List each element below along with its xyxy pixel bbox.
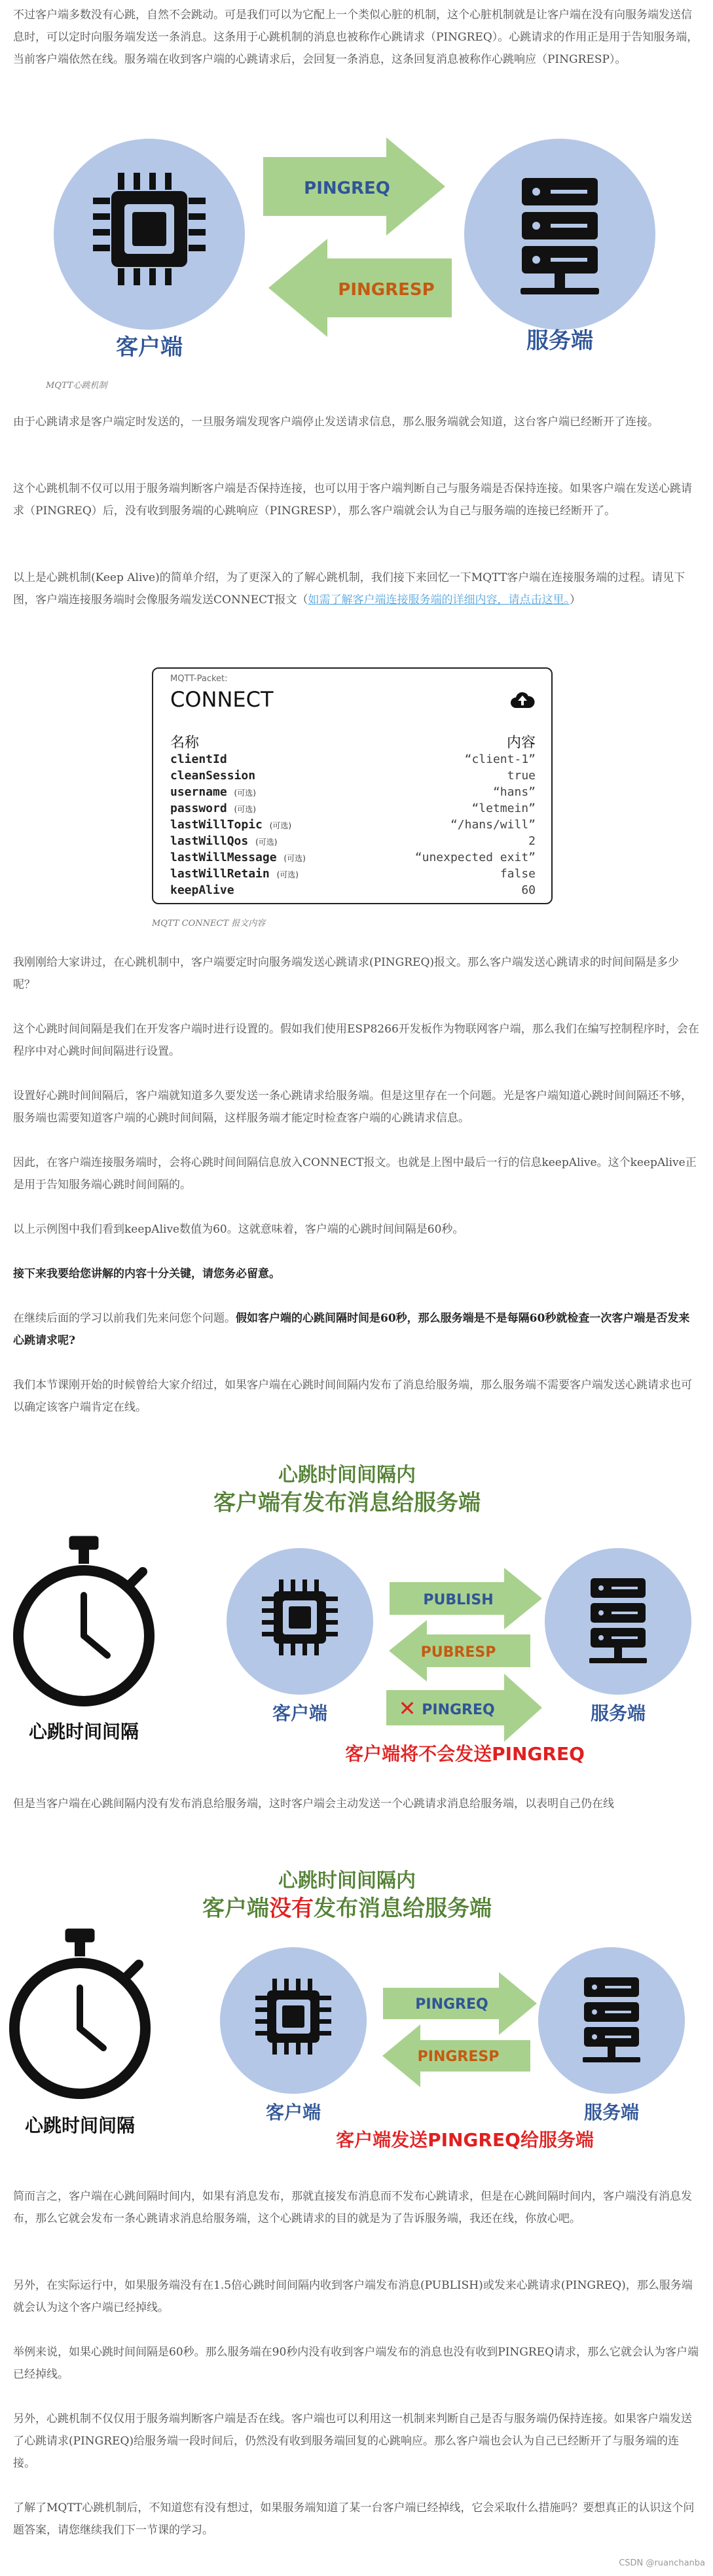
packet-field-name: lastWillQos	[170, 834, 249, 848]
stopwatch-icon	[14, 1929, 145, 2094]
cross-icon: ✕	[398, 1696, 416, 1721]
svg-text:PINGRESP: PINGRESP	[417, 2049, 500, 2065]
paragraph-2: 由于心跳请求是客户端定时发送的，一旦服务端发现客户端停止发送请求信息，那么服务端就会知道，这台客户端已经断开了连接。	[13, 415, 659, 429]
packet-field-name: lastWillTopic	[170, 818, 263, 832]
watermark: CSDN @ruanchanba	[619, 2558, 705, 2568]
packet-row	[170, 851, 536, 867]
paragraph-7: 设置好心跳时间间隔后，客户端就知道多久要发送一条心跳请求给服务端。但是这里存在一个问题。光是客户端知道心跳时间间隔还不够，服务端也需要知道客户端的心跳时间间隔，这样服务端才能定时检查客户端的心跳请求信息。	[13, 1089, 692, 1125]
paragraph-12: 我们本节课刚开始的时候曾给大家介绍过，如果客户端在心跳时间间隔内发布了消息给服务端，那么服务端不需要客户端发送心跳请求也可以确定该客户端肯定在线。	[13, 1379, 692, 1414]
packet-field-value: 2	[528, 834, 536, 848]
client-label: 客户端	[116, 334, 183, 361]
packet-row	[170, 883, 536, 900]
optional-tag: (可选)	[269, 821, 292, 830]
paragraph-6: 这个心跳时间间隔是我们在开发客户端时进行设置的。假如我们使用ESP8266开发板作为物联网客户端，那么我们在编写控制程序时，会在程序中对心跳时间间隔进行设置。	[13, 1023, 699, 1058]
packet-field-name: lastWillMessage	[170, 851, 277, 864]
packet-row	[170, 785, 536, 802]
server-label: 服务端	[526, 328, 593, 354]
svg-text:PINGREQ: PINGREQ	[415, 1996, 488, 2013]
packet-field-name: keepAlive	[170, 883, 234, 897]
paragraph-15: 另外，在实际运行中，如果服务端没有在1.5倍心跳时间间隔内收到客户端发布消息(PUBLISH)或发来心跳请求(PINGREQ)，那么服务端就会认为这个客户端已经掉线。	[13, 2279, 693, 2314]
packet-field-value: “letmein”	[471, 802, 536, 815]
packet-field-name: lastWillRetain	[170, 867, 270, 881]
packet-field-value: 60	[521, 883, 536, 897]
connect-caption: MQTT CONNECT 报文内容	[152, 919, 266, 928]
paragraph-8: 因此，在客户端连接服务端时，会将心跳时间间隔信息放入CONNECT报文。也就是上图中最后一行的信息keepAlive。这个keepAlive正是用于告知服务端心跳时间间隔的。	[13, 1156, 697, 1191]
connect-detail-link[interactable]: 如需了解客户端连接服务端的详细内容，请点击这里。	[308, 593, 570, 607]
paragraph-10: 接下来我要给您讲解的内容十分关键，请您务必留意。	[13, 1267, 280, 1280]
packet-row	[170, 867, 536, 883]
stopwatch-icon	[18, 1536, 149, 1701]
packet-field-value: “client-1”	[464, 752, 536, 766]
pingresp-label: PINGRESP	[338, 280, 435, 300]
packet-field-value: “hans”	[492, 785, 536, 799]
optional-tag: (可选)	[255, 838, 278, 847]
svg-text:客户端发送PINGREQ给服务端: 客户端发送PINGREQ给服务端	[336, 2129, 594, 2151]
paragraph-13: 但是当客户端在心跳间隔内没有发布消息给服务端，这时客户端会主动发送一个心跳请求消息给服务端，以表明自己仍在线	[13, 1797, 614, 1810]
packet-rows	[170, 752, 536, 900]
packet-field-name: username	[170, 785, 227, 799]
col-name-header: 名称	[170, 735, 200, 751]
packet-row	[170, 802, 536, 818]
packet-field-value: false	[500, 867, 536, 881]
intro-paragraph: 不过客户端多数没有心跳，自然不会跳动。可是我们可以为它配上一个类似心脏的机制，这个心脏机制就是让客户端在没有向服务端发送信息时，可以定时向服务端发送一条消息。这条用于心跳机制的消息也被称作心跳请求（PINGREQ）。心跳请求的作用正是用于告知服务端，当前客户端依然在线。服务端在收到客户端的心跳请求后，会回复一条消息，这条回复消息被称作心跳响应（PINGRESP）。	[13, 9, 699, 66]
col-value-header: 内容	[506, 735, 536, 751]
packet-field-name: clientId	[170, 752, 227, 766]
svg-text:心跳时间间隔内: 心跳时间间隔内	[278, 1869, 416, 1892]
svg-text:服务端: 服务端	[583, 2102, 640, 2123]
packet-row	[170, 818, 536, 834]
connect-packet-card	[152, 667, 553, 904]
packet-field-value: true	[507, 769, 536, 783]
svg-text:心跳时间间隔: 心跳时间间隔	[28, 1721, 139, 1742]
packet-field-value: “unexpected exit”	[414, 851, 536, 864]
svg-text:服务端: 服务端	[590, 1703, 646, 1724]
optional-tag: (可选)	[234, 805, 256, 814]
paragraph-5: 我刚刚给大家讲过，在心跳机制中，客户端要定时向服务端发送心跳请求(PINGREQ)报文。那么客户端发送心跳请求的时间间隔是多少呢？	[13, 956, 680, 991]
paragraph-16: 举例来说，如果心跳时间间隔是60秒。那么服务端在90秒内没有收到客户端发布的消息也没有收到PINGREQ请求，那么它就会认为客户端已经掉线。	[13, 2346, 699, 2381]
optional-tag: (可选)	[276, 870, 299, 879]
paragraph-11: 在继续后面的学习以前我们先来问您个问题。假如客户端的心跳间隔时间是60秒，那么服务端是不是每隔60秒就检查一次客户端是否发来心跳请求呢?	[13, 1312, 690, 1347]
paragraph-9: 以上示例图中我们看到keepAlive数值为60。这就意味着，客户端的心跳时间间隔是60秒。	[13, 1223, 464, 1236]
packet-row	[170, 769, 536, 785]
svg-text:PUBRESP: PUBRESP	[420, 1644, 496, 1661]
packet-field-value: “/hans/will”	[450, 818, 536, 832]
svg-text:心跳时间间隔: 心跳时间间隔	[24, 2115, 136, 2136]
paragraph-3: 这个心跳机制不仅可以用于服务端判断客户端是否保持连接，也可以用于客户端判断自己与服务端是否保持连接。如果客户端在发送心跳请求（PINGREQ）后，没有收到服务端的心跳响应（PINGRESP），那么客户端就会认为自己与服务端的连接已经断开了。	[13, 482, 692, 518]
packet-field-name: password	[170, 802, 227, 815]
publish-within-interval-diagram	[7, 1458, 701, 1772]
svg-text:客户端: 客户端	[265, 2102, 321, 2123]
pingreq-label: PINGREQ	[304, 179, 390, 198]
svg-text:客户端将不会发送PINGREQ: 客户端将不会发送PINGREQ	[345, 1743, 585, 1765]
optional-tag: (可选)	[283, 854, 306, 863]
optional-tag: (可选)	[234, 788, 256, 798]
packet-field-name: cleanSession	[170, 769, 256, 783]
svg-text:PINGREQ: PINGREQ	[422, 1702, 495, 1718]
svg-text:客户端没有发布消息给服务端: 客户端没有发布消息给服务端	[202, 1896, 492, 1922]
packet-row	[170, 752, 536, 769]
svg-text:心跳时间间隔内: 心跳时间间隔内	[278, 1464, 416, 1487]
paragraph-4: 以上是心跳机制(Keep Alive)的简单介绍，为了更深入的了解心跳机制，我们接下来回忆一下MQTT客户端在连接服务端的过程。请见下图，客户端连接服务端时会像服务端发送CONNECT报文（如需了解客户端连接服务端的详细内容，请点击这里。）	[13, 571, 686, 607]
no-publish-within-interval-diagram	[7, 1863, 701, 2171]
cloud-upload-icon	[509, 691, 536, 708]
paragraph-17: 另外，心跳机制不仅仅用于服务端判断客户端是否在线。客户端也可以利用这一机制来判断自己是否与服务端仍保持连接。如果客户端发送了心跳请求(PINGREQ)给服务端一段时间后，仍然没有收到服务端回复的心跳响应。那么客户端也会认为自己已经断开了与服务端的连接。	[13, 2412, 692, 2470]
paragraph-18: 了解了MQTT心跳机制后，不知道您有没有想过，如果服务端知道了某一台客户端已经掉线，它会采取什么措施吗？要想真正的认识这个问题答案，请您继续我们下一节课的学习。	[13, 2501, 695, 2537]
packet-title: CONNECT	[170, 687, 274, 712]
packet-row	[170, 834, 536, 851]
svg-text:客户端有发布消息给服务端: 客户端有发布消息给服务端	[213, 1490, 481, 1516]
paragraph-14: 简而言之，客户端在心跳间隔时间内，如果有消息发布，那就直接发布消息而不发布心跳请求，但是在心跳间隔时间内，客户端没有消息发布，那么它就会发布一条心跳请求消息给服务端，这个心跳请求的目的就是为了告诉服务端，我还在线，你放心吧。	[13, 2190, 692, 2225]
svg-text:客户端: 客户端	[272, 1703, 328, 1724]
packet-label: MQTT-Packet:	[170, 674, 228, 684]
diagram1-caption: MQTT心跳机制	[46, 381, 107, 391]
svg-text:PUBLISH: PUBLISH	[423, 1592, 494, 1608]
packet-header-row	[170, 732, 536, 752]
heartbeat-diagram	[46, 131, 668, 379]
